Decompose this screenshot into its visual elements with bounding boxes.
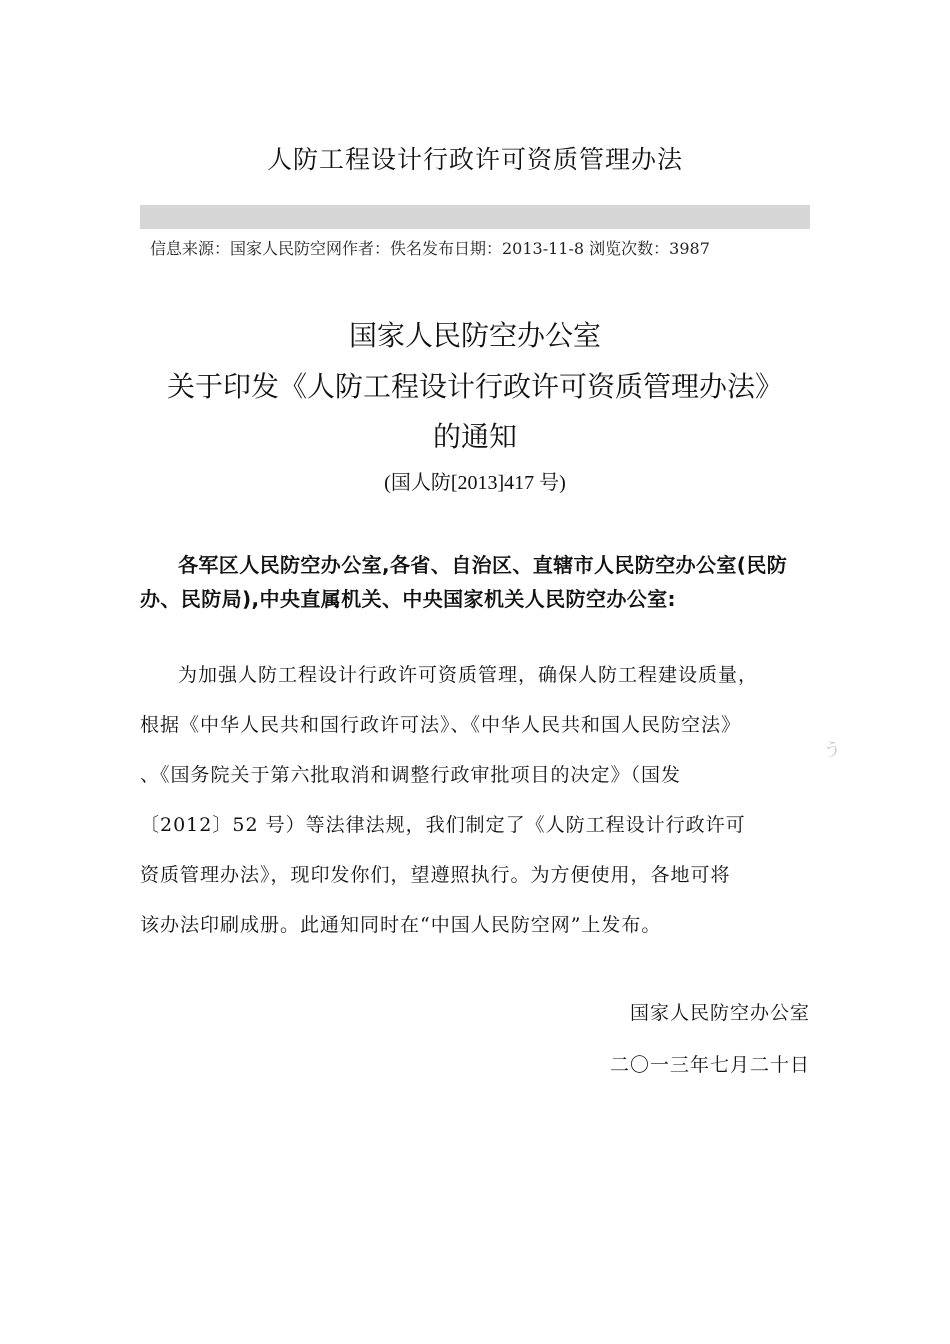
body-line: 根据《中华人民共和国行政许可法》、《中华人民共和国人民防空法》 (140, 714, 742, 736)
signature-date: 二〇一三年七月二十日 (609, 1054, 810, 1076)
page-title: 人防工程设计行政许可资质管理办法 (266, 145, 683, 174)
addressees: 各军区人民防空办公室,各省、自治区、直辖市人民防空办公室(民防办、民防局),中央直属机关、中央国家机关人民防空办公室: (140, 553, 788, 611)
article-meta: 信息来源：国家人民防空网作者：佚名发布日期：2013-11-8 浏览次数：3987 (150, 239, 710, 258)
notice-body (140, 650, 820, 950)
signature-issuer: 国家人民防空办公室 (629, 1002, 810, 1024)
margin-mark: う (823, 740, 841, 761)
body-line: 资质管理办法》，现印发你们，望遵照执行。为方便使用，各地可将 (140, 864, 731, 886)
body-line: 该办法印刷成册。此通知同时在“中国人民防空网”上发布。 (140, 914, 662, 936)
body-line: 〔2012〕52 号）等法律法规，我们制定了《人防工程设计行政许可 (140, 814, 746, 836)
body-line: 、《国务院关于第六批取消和调整行政审批项目的决定》（国发 (140, 764, 682, 786)
document-number: (国人防[2013]417 号) (384, 472, 566, 494)
header-divider-bar (140, 205, 810, 229)
notice-heading-subject: 关于印发《人防工程设计行政许可资质管理办法》 (166, 370, 783, 403)
notice-heading-issuer: 国家人民防空办公室 (348, 319, 601, 352)
notice-heading-suffix: 的通知 (432, 420, 517, 453)
body-line: 为加强人防工程设计行政许可资质管理，确保人防工程建设质量， (178, 664, 759, 686)
